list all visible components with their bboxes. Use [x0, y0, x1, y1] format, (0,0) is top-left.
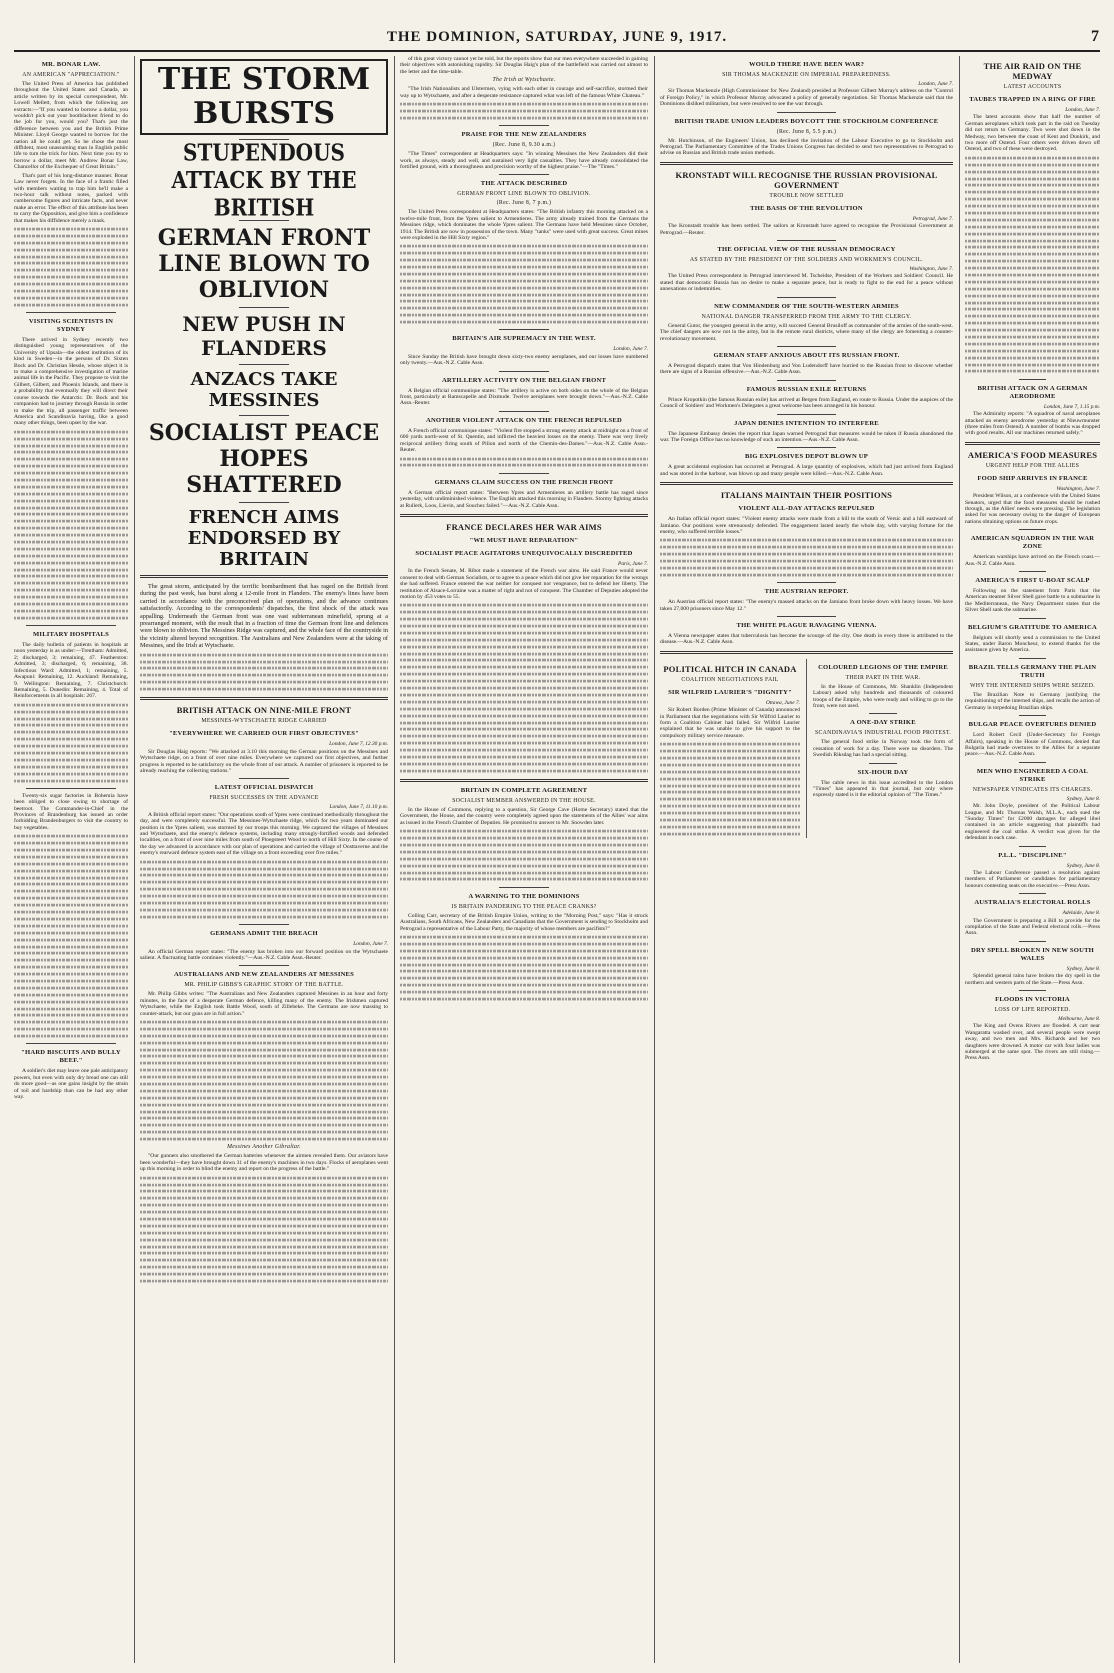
article-continuation [400, 828, 648, 883]
headline: BIG EXPLOSIVES DEPOT BLOWN UP [745, 453, 868, 461]
subheadline: AN AMERICAN "APPRECIATION." [22, 72, 120, 78]
article-text: Sir Douglas Haig reports: "We attacked at 3.10 this morning the German positions on the Messines and Wytschaete ridge, on a front of over nine miles. Everywhere we captured our first objectives, and further progress is reported to be satisfactory on the whole front of our attack. A number of prisoners is reported to be already reaching the collecting stations." [140, 748, 388, 775]
dateline: Melbourne, June 8. [1058, 1016, 1100, 1023]
headline-deck: SOCIALIST PEACE HOPES SHATTERED [148, 420, 380, 498]
article-continuation [400, 243, 648, 325]
article-text: In the French Senate, M. Ribot made a statement of the French war aims. He said France would never consent to deal with German Socialists, or to agree to a peace which did not give her reparation for the wrongs she had suffered. France entered the war neither for conquest nor vengeance, but to defend her liberty. The restitution of Alsace-Lorraine was a matter of right and not of conquest. The Chamber of Deputies adopted the motion by 453 votes to 55. [400, 568, 648, 600]
article-text: In the House of Commons, replying to a question, Sir George Cave (Home Secretary) stated that the Government, the House, and the country were completely agreed upon the statements of the Allies' war aims as issued in the French Chamber of Deputies. He promised to answer to Mr. Snowden later. [400, 807, 648, 826]
article-continuation [400, 456, 648, 469]
dateline: Washington, June 7. [909, 266, 953, 273]
headline: JAPAN DENIES INTENTION TO INTERFERE [734, 419, 879, 427]
divider [1019, 379, 1046, 380]
subheadline: SCANDINAVIA'S INDUSTRIAL FOOD PROTEST. [814, 730, 951, 737]
double-rule [660, 651, 953, 654]
double-rule [400, 779, 648, 782]
article-text: Mr. Hutchinson, of the Engineers' Union, has declined the invitation of the Labour Executive to go to Stockholm and Petrograd. The Parliamentary Committee of the Trades Unions Congress has decided to send two representatives to Petrograd to advise on Russian and British trade union methods. [660, 137, 953, 157]
subheadline: LATEST ACCOUNTS [1003, 84, 1062, 90]
dateline: Adelaide, June 8. [1062, 910, 1100, 917]
divider [499, 329, 549, 330]
subheadline: TAUBES TRAPPED IN A RING OF FIRE [969, 96, 1096, 103]
article-continuation [140, 652, 388, 693]
double-rule [140, 575, 388, 578]
divider [777, 380, 836, 381]
article-continuation [14, 833, 128, 1039]
main-headline: THE STORM BURSTS [140, 59, 388, 135]
subheadline: FRESH SUCCESSES IN THE ADVANCE [209, 795, 319, 802]
subheadline: AS STATED BY THE PRESIDENT OF THE SOLDIERS AND WORKMEN'S COUNCIL. [689, 257, 924, 264]
article-text: The daily bulletin of patients in hospitals at noon yesterday is as under:—Trentham: Admitted, 2; discharged, 3; remaining, 47. Featherston: Admitted, 3; discharged, 6; remaining, 38. Infectious Ward: Admitted, 1; remaining, 5. Awapuni: Remaining, 12. Auckland: Remaining, 9. Wellington: Remaining, 7. Christchurch: Remaining, 5. Dunedin: Remaining, 4. Total of Reinforcements in all hospitals: 267. [14, 642, 128, 700]
article-text: Sir Thomas Mackenzie (High Commissioner for New Zealand) presided at Professor Gilbert Murray's address on the "Control of Foreign Policy," in which Professor Murray advocated a policy of generally negotiation. Sir Thomas Mackenzie said that the Dominions disliked militarism, but were resolved to see the war through. [660, 88, 953, 108]
split-section [660, 659, 953, 838]
article-continuation [965, 155, 1100, 375]
article-continuation [14, 429, 128, 621]
column-rule [394, 56, 395, 1663]
headline: THE OFFICIAL VIEW OF THE RUSSIAN DEMOCRACY [717, 246, 896, 254]
headline: FLOODS IN VICTORIA [995, 996, 1070, 1004]
dateline: London, June 7. [918, 81, 953, 87]
article-text: An Austrian official report states: "The enemy's massed attacks on the Jamiano front broke down with heavy losses. We have taken 27,000 prisoners since May 12." [660, 599, 953, 612]
subheadline: SIR THOMAS MACKENZIE ON IMPERIAL PREPAREDNESS. [722, 72, 891, 78]
article-continuation [14, 702, 128, 784]
divider [777, 414, 836, 415]
article-text: A French official communique states: "Violent fire stopped a strong enemy attack at midnight on a front of 600 yards north-west of St. Quentin, and inflicted the heaviest losses on the enemy. There was very lively reciprocal artillery firing south of Pilion and north of the Chemin-des-Dames."—Aus.-N.Z. Cable Assn.-Reuter. [400, 427, 648, 454]
subheading: Messines Another Gibraltar. [227, 1144, 301, 1151]
double-rule [660, 482, 953, 485]
article-text: "The Times" correspondent at Headquarters says: "In winning Messines the New Zealanders did their work, as always, steady and well, and sustained very light casualties. They have already consolidated the fortified ground, with a thoroughness and precision worthy of the highest praise."—The "Times." [400, 151, 648, 170]
page-number: 7 [1091, 28, 1100, 45]
article-text: Since Sunday the British have brought down sixty-two enemy aeroplanes, and our losses have numbered only twenty.—Aus.-N.Z. Cable Assn. [400, 353, 648, 367]
divider [1019, 846, 1046, 847]
article-continuation [140, 859, 388, 920]
article-text: A British official report states: "Our operations south of Ypres were continued methodically throughout the day, and were completely successful. The Messines-Wytschaete ridge, which for two years dominated our position in the Ypres salient, was stormed by our troops this morning. We captured the villages of Messines and Wytschaete, and the enemy's defence systems, including many strongly-fortified woods and defended localities, on a front of over nine miles from south of Ploegsteert Wood to north of Hill Sixty. In the course of the day we advanced in accordance with our plan of operations and carried the village of Oosttaverne and the enemy's rearward defence system east of the village on a front exceeding over five miles." [140, 811, 388, 857]
article-text: The United Press correspondent in Petrograd interviewed M. Tscheidse, President of the Workers and Soldiers' Council. He stated that democratic Russia has no desire to make a separate peace, but is ready to fight to the end for a peace without annexations or indemnities. [660, 273, 953, 293]
article-text: The general food strike in Norway took the form of cessation of work for a day. There were no disorders. The Swedish Riksdag has had a special sitting. [813, 739, 953, 759]
article-text: The latest accounts show that half the number of German aeroplanes which took part in the raid on Tuesday did not return to Germany. Two were shot down in the Medway, two between the coast of Kent and Dunkirk, and two more off Ostend. Four others were driven down off Ostend, and two of these were destroyed. [965, 114, 1100, 153]
headline: GERMAN STAFF ANXIOUS ABOUT ITS RUSSIAN FRONT. [713, 351, 900, 359]
headline: MR. BONAR LAW. [41, 61, 101, 68]
headline: GERMANS ADMIT THE BREACH [210, 930, 318, 938]
headline: PRAISE FOR THE NEW ZEALANDERS [461, 131, 587, 139]
column-3 [400, 56, 648, 1663]
column-2 [140, 56, 388, 1663]
article-text: Mr. John Doyle, president of the Political Labour League, and Mr. Thomas Walsh, M.L.A., each sued the "Sunday Times" for £2000 damages for alleged libel contained in an article suggesting that plaintiffs had engineered the coal strike. A verdict was given for the defendant in each case. [965, 803, 1100, 842]
divider [1019, 529, 1046, 530]
divider [1019, 715, 1046, 716]
headline: THE AUSTRIAN REPORT. [764, 588, 849, 596]
subheadline: URGENT HELP FOR THE ALLIES [985, 462, 1080, 469]
headline-quote: "WE MUST HAVE REPARATION" [469, 536, 579, 544]
article-continuation [400, 602, 648, 774]
headline-quote: "EVERYWHERE WE CARRIED OUR FIRST OBJECTIVES" [169, 730, 359, 738]
subheadline: WHY THE INTERNED SHIPS WERE SEIZED. [969, 682, 1096, 689]
article-text: President Wilson, at a conference with the United States Senators, urged that the food measures should be rushed through, as the Allies' needs were pressing. The legislation asked for was necessary owing to the danger of European nations obtaining options on future crops. [965, 493, 1100, 525]
subheadline: VIOLENT ALL-DAY ATTACKS REPULSED [738, 505, 875, 513]
article-text: The King and Ovens Rivers are flooded. A cart near Wangaratta washed over, and several people were swept away, and two men and Mrs. Richards and her two daughters were drowned. A motor car with four ladies was submerged at the same spot. The rivers are still rising.—Press Assn. [965, 1023, 1100, 1062]
headline: LATEST OFFICIAL DISPATCH [214, 784, 314, 792]
dateline: Sydney, June 8. [1066, 795, 1100, 802]
headline: WOULD THERE HAVE BEEN WAR? [748, 61, 865, 68]
divider [239, 415, 289, 416]
headline: POLITICAL HITCH IN CANADA [663, 663, 797, 674]
article-text: The Brazilian Note to Germany justifying the requisitioning of the interned ships, and recalls the action of Germany in torpedoing Brazilian ships. [965, 691, 1100, 711]
divider [777, 240, 836, 241]
subheadline: GERMAN FRONT LINE BLOWN TO OBLIVION. [457, 191, 591, 198]
article-text: "The Irish Nationalists and Ulstermen, vying with each other in courage and self-sacrifice, stormed their way up to Wytschaete, and after a desperate resistance captured what was left of the famous White Chateau." [400, 86, 648, 99]
divider [26, 625, 116, 626]
article-text: The United Press correspondent at Headquarters states: "The British infantry this morning attacked on a twelve-mile front, from the Ypres salient to Armentieres. The army already trained from the Germans the Messines ridge, which dominates the whole Ypres salient. The Germans have held Messines since October, 1914. The British are now in possession of the town. Many "tanks" were used with great success. Great mines were exploded in the Hill Sixty region." [400, 209, 648, 241]
divider [499, 174, 549, 175]
article-text: Twenty-six sugar factories in Bohemia have been obliged to close owing to shortage of beetroot. The Commander-in-Chief in the Provinces of Brandenburg has issued an order forbidding Brandenburgers to visit the country to buy vegetables. [14, 792, 128, 831]
headline: BRITAIN'S AIR SUPREMACY IN THE WEST. [452, 335, 596, 343]
article-text: The United Press of America has published throughout the United States and Canada, an article written by its special correspondent, Mr. Lowell Mellett, from which the following are extracts:—"If you wanted to borrow a dollar, you wouldn't pick out your bootblackest friend to do the job for you, would you? That's just the difference between you and the British Prime Minister. Lloyd George wanted to borrow for the nation all he could get. So he chose the most diffident, most unassuming man in English public life to turn the trick for him. Next time you try to borrow a dollar, meet Mr. Andrew Bonar Law, Chancellor of the Exchequer of Great Britain." [14, 81, 128, 171]
article-text: The Government is preparing a Bill to provide for the compilation of the State and Federal electoral rolls.—Press Assn. [965, 917, 1100, 937]
article-continuation [14, 226, 128, 308]
headline: P.L.L. "DISCIPLINE" [998, 851, 1067, 859]
divider [239, 364, 289, 365]
subheadline: MESSINES-WYTSCHAETE RIDGE CARRIED [201, 718, 327, 725]
article-text: There arrived in Sydney recently two distinguished young representatives of the University of Upsala—the oldest institution of its kind in Sweden—in the persons of Dr. Sixten Bock and Dr. Christian Hessle, whose object it is to make a comprehensive investigation of marine animal life in the Pacific. They propose to visit the Gilbert, Gilbert, and Phoenix Islands, and there is a probability that eventually they will direct their course towards the Antarctic. Dr. Bock and his companion had to journey through Russia in order to make the trip, all passenger traffic between America and Scandinavia having, like a good many other things, been upset by the war. [14, 337, 128, 427]
dateline: London, June 7. [613, 346, 648, 353]
divider [239, 502, 289, 503]
headline: BELGIUM'S GRATITUDE TO AMERICA [968, 623, 1097, 631]
article-text: In the House of Commons, Mr. Shanklin (Independent Labour) asked why hundreds and thousands of coloured troops of the Empire, who were ready and willing to go to the front, were not used. [813, 683, 953, 709]
headline: AMERICAN SQUADRON IN THE WAR ZONE [970, 535, 1095, 551]
headline-deck: STUPENDOUS ATTACK BY THE BRITISH [171, 138, 357, 222]
subheadline: FOOD SHIP ARRIVES IN FRANCE [977, 474, 1088, 482]
canada-article [660, 659, 800, 838]
headline: THE ATTACK DESCRIBED [480, 180, 568, 188]
divider [26, 312, 116, 313]
subheadline: SIR WILFRID LAURIER'S "DIGNITY" [668, 688, 792, 696]
divider [499, 125, 549, 126]
article-text: Colling Carr, secretary of the British Empire Union, writing to the "Morning Post," says: "Has it struck Australians, South Africans, New Zealanders and Canadians that the Government is sending to Stockholm and Petrograd a representative of the Labour Party, the majority of whose members are pacifists?" [400, 912, 648, 932]
divider [239, 778, 289, 779]
headline: THE AIR RAID ON THE MEDWAY [983, 61, 1082, 81]
double-rule [400, 514, 648, 517]
double-rule [965, 442, 1100, 445]
article-text: A German official report states: "Between Ypres and Armentieres an artillery battle has raged since yesterday, with undiminished violence. The English attacked this morning in Flanders. Stormy fighting attacks at Rullerk, Loos, Lievin, and Souchez failed."—Aus.-N.Z. Cable Assn. [400, 489, 648, 509]
column-rule [134, 56, 135, 1663]
divider [869, 713, 897, 714]
double-rule [140, 697, 388, 700]
article-text: Splendid general rains have broken the dry spell in the northern and western parts of the State.—Press Assn. [965, 973, 1100, 986]
divider [239, 307, 289, 308]
article-text: That's part of his long-distance manner. Bonar Law never forgets. In the face of a frantic filled with members waiting to trap him he'll make a two-hour talk without notes, packed with cumbersome figures and intricate facts, and never make an error. The effect of this attribute has been to carry the Opposition, and give him a confidence that makes his diffidence merely a mask. [14, 172, 128, 224]
headline: MEN WHO ENGINEERED A COAL STRIKE [976, 767, 1089, 783]
divider [1019, 571, 1046, 572]
headline: A WARNING TO THE DOMINIONS [468, 892, 580, 900]
divider [26, 1043, 116, 1044]
article-text: The cable news in this issue accredited to the London "Times" has appeared in that journal, but only where expressly stated is it the editorial opinion of "The Times." [813, 779, 953, 799]
divider [1019, 762, 1046, 763]
divider [1019, 658, 1046, 659]
column-5 [965, 56, 1100, 1663]
dateline: London, June 7, 1.15 p.m. [1043, 403, 1100, 410]
headline: KRONSTADT WILL RECOGNISE THE RUSSIAN PROVISIONAL GOVERNMENT [675, 169, 938, 190]
dateline: Petrograd, June 7. [912, 215, 953, 222]
masthead-title: THE DOMINION, SATURDAY, JUNE 9, 1917. [386, 28, 728, 45]
divider [499, 411, 549, 412]
article-text: The Japanese Embassy denies the report that Japan warned Petrograd that measures would be taken if Russia abandoned the war. The Foreign Office has no knowledge of such an intention.—Aus.-N.Z. Cable Assn. [660, 430, 953, 443]
article-continuation [660, 537, 953, 578]
subheadline: NEWSPAPER VINDICATES ITS CHARGES. [972, 786, 1093, 793]
article-text: A soldier's diet may leave one pale anticipatory powers, but even with only dry bread one can still do more good—as one gains insight by the strain of toil and hardship than can be had any other way. [14, 1068, 128, 1100]
column-rule [959, 56, 960, 1663]
headline: BRITISH ATTACK ON A GERMAN AERODROME [977, 384, 1088, 400]
column-rule [806, 659, 807, 838]
article-continuation [660, 741, 800, 837]
column-rule [654, 56, 655, 1663]
divider [777, 616, 836, 617]
headline: ITALIANS MAINTAIN THEIR POSITIONS [720, 490, 893, 501]
subheadline: SOCIALIST MEMBER ANSWERED IN THE HOUSE. [452, 798, 596, 805]
lead-paragraph: The great storm, anticipated by the terrific bombardment that has raged on the British front during the past week, has burst along a 12-mile front in Flanders. The enemy's lines have been carried in accordance with the preconceived plan of operations, and the advance continues satisfactorily. According to the correspondents' dispatches, the first shock of the attack was appalling. Underneath the German front was one vast subterranean minefield, sprung at a prearranged moment, with the result that in a fraction of time the German front line and defences were blown to oblivion. The Messines Ridge was captured, and the whole face of the countryside in the vicinity altered beyond recognition. The Australians and New Zealanders were at the taking of Messines, and the Irish at Wytschaete. [140, 583, 388, 650]
article-text: Sir Robert Borden (Prime Minister of Canada) announced in Parliament that the negotiations with Sir Wilfrid Laurier to form a Coalition Cabinet had failed. Sir Wilfrid Laurier explained that he was unable to give his support to the compulsory military service measure. [660, 707, 800, 739]
article-text: Lord Robert Cecil (Under-Secretary for Foreign Affairs), speaking in the House of Commons, denied that Bulgaria had made overtures to the Allies for a separate peace.—Aus.-N.Z. Cable Assn. [965, 732, 1100, 758]
headline: BRAZIL TELLS GERMANY THE PLAIN TRUTH [968, 663, 1097, 679]
headline: NEW COMMANDER OF THE SOUTH-WESTERN ARMIES [714, 302, 899, 310]
headline: VISITING SCIENTISTS IN SYDNEY [28, 318, 114, 334]
headline: COLOURED LEGIONS OF THE EMPIRE [818, 663, 948, 671]
headline-deck: FRENCH AIMS ENDORSED BY BRITAIN [187, 507, 341, 570]
divider [777, 447, 836, 448]
subheadline: SOCIALIST PEACE AGITATORS UNEQUIVOCALLY DISCREDITED [415, 549, 633, 557]
divider [777, 112, 836, 113]
subheading: The Irish at Wytschaete. [492, 77, 556, 84]
article-text: Following on the statement from Paris that the American steamer Silver Shell gave battle to a submarine in the Mediterranean, the Navy Department states that the Silver Shell sank the submarine. [965, 588, 1100, 614]
article-text: An official German report states: "The enemy has broken into our forward position on the Wytschaete salient. A fluctuating battle continues violently."—Aus.-N.Z. Cable Assn.-Reuter. [140, 948, 388, 961]
headline: A ONE-DAY STRIKE [850, 719, 916, 727]
article-text: The Labour Conference passed a resolution against members of Parliament or candidates for parliamentary honours contesting seats on the executive.—Press Assn. [965, 869, 1100, 889]
dateline: (Rec. June 8, 5.5 p.m.) [776, 128, 837, 135]
empire-article [813, 659, 953, 838]
dateline: (Rec. June 8, 9.30 a.m.) [492, 142, 556, 149]
subheadline: LOSS OF LIFE REPORTED. [994, 1007, 1071, 1014]
divider [777, 582, 836, 583]
headline: ARTILLERY ACTIVITY ON THE BELGIAN FRONT [441, 376, 607, 384]
headline-deck: ANZACS TAKE MESSINES [190, 369, 338, 411]
headline: BRITAIN IN COMPLETE AGREEMENT [460, 787, 588, 795]
dateline: (Rec. June 8, 7 p.m.) [496, 200, 552, 207]
article-text: A great accidental explosion has occurred at Petrograd. A large quantity of explosives, which had just arrived from England and was stored in the harbour, was blown up and many people were killed.—Aus.-N.Z. Cable Assn. [660, 464, 953, 477]
headline: AMERICA'S FOOD MEASURES [967, 449, 1098, 460]
article-text: An Italian official report states: "Violent enemy attacks were made from a hill to the south of Versic and a hill eastward of Jamiano. Our positions were strenuously defended. The engagement lasted nearly the whole day, with varying fortune for the enemy, who suffered terrible losses." [660, 516, 953, 535]
column-1 [14, 56, 128, 1663]
headline-deck: NEW PUSH IN FLANDERS [182, 312, 346, 360]
article-continuation [400, 101, 648, 121]
divider [1019, 893, 1046, 894]
article-continuation [140, 1019, 388, 1142]
dateline: Ottawa, June 7. [765, 699, 800, 706]
divider [26, 788, 116, 789]
dateline: London, June 7. [1065, 107, 1100, 113]
article-text: General Gutor, the youngest general in the army, will succeed General Brusiloff as commander of the armies of the south-west. The chief dangers are now not in the army, but in the remote rural districts, where many of the clergy are fomenting a counter-revolutionary movement. [660, 322, 953, 342]
subheadline: TROUBLE NOW SETTLED [769, 192, 844, 199]
divider [499, 473, 549, 474]
headline: THE WHITE PLAGUE RAVAGING VIENNA. [736, 621, 877, 629]
dateline: Sydney, June 8. [1066, 862, 1100, 869]
headline: SIX-HOUR DAY [857, 768, 909, 776]
divider [499, 371, 549, 372]
headline: BRITISH ATTACK ON NINE-MILE FRONT [176, 705, 352, 716]
article-text: A Petrograd dispatch states that Von Hindenburg and Von Ludendorff have hurried to the Russian front to discover whether there are signs of a Russian offensive.—Aus.-N.Z. Cable Assn. [660, 362, 953, 376]
headline: AUSTRALIANS AND NEW ZEALANDERS AT MESSINES [173, 971, 355, 979]
divider [239, 965, 289, 966]
article-text: The Kronstadt trouble has been settled. The sailors at Kronstadt have agreed to recognise the Provisional Government at Petrograd.—Reuter. [660, 223, 953, 236]
subheadline: NATIONAL DANGER TRANSFERRED FROM THE ARMY TO THE CLERGY. [701, 313, 912, 320]
article-text: of this great victory cannot yet be told, but the reports show that our men everywhere succeeded in gaining their objectives with astonishing rapidity. Sir Douglas Haig's plan of the battlefield was carried out almost to the letter and the time-table. [400, 56, 648, 75]
headline: AUSTRALIA'S ELECTORAL ROLLS [974, 899, 1091, 907]
headline: GERMANS CLAIM SUCCESS ON THE FRENCH FRONT [434, 478, 614, 486]
headline-deck: GERMAN FRONT LINE BLOWN TO OBLIVION [157, 225, 371, 303]
headline: AMERICA'S FIRST U-BOAT SCALP [975, 577, 1090, 585]
article-text: American warships have arrived on the French coast.—Aus.-N.Z. Cable Assn. [965, 554, 1100, 567]
columns [14, 56, 1100, 1663]
article-text: A Belgian official communique states: "The artillery is active on both sides on the whole of the Belgian front, particularly at Ramscapelle and Dixmude. Twelve aeroplanes were brought down."—Aus.-N.Z. Cable Assn.-Reuter. [400, 387, 648, 407]
subheadline: IS BRITAIN PANDERING TO THE PEACE CRANKS? [451, 903, 597, 910]
headline: "HARD BISCUITS AND BULLY BEEF." [21, 1049, 121, 1065]
article-continuation [140, 1175, 388, 1285]
divider [1019, 990, 1046, 991]
article-text: Belgium will shortly send a commission to the United States, under Baron Moncheur, to extend thanks for the assistance given by America. [965, 634, 1100, 654]
headline: FRANCE DECLARES HER WAR AIMS [446, 521, 602, 532]
dateline: London, June 7. [353, 941, 388, 948]
divider [869, 763, 897, 764]
divider [777, 346, 836, 347]
divider [499, 887, 549, 888]
dateline: Sydney, June 8. [1066, 965, 1100, 972]
headline: MILITARY HOSPITALS [33, 631, 109, 639]
subheadline: COALITION NEGOTIATIONS FAIL [681, 676, 779, 683]
headline: ANOTHER VIOLENT ATTACK ON THE FRENCH REPULSED [426, 416, 622, 424]
headline: BRITISH TRADE UNION LEADERS BOYCOTT THE STOCKHOLM CONFERENCE [674, 117, 939, 125]
divider [1019, 618, 1046, 619]
dateline: Washington, June 7. [1056, 485, 1100, 492]
subheadline: THEIR PART IN THE WAR. [845, 674, 921, 681]
subheadline: MR. PHILIP GIBBS'S GRAPHIC STORY OF THE BATTLE. [184, 982, 344, 989]
article-text: Prince Kropotkin (the famous Russian exile) has arrived at Bergen from England, en route to Russia. Under the auspices of the Council of Soldiers' and Workmen's Delegates a great welcome has been arranged in his honour. [660, 396, 953, 410]
article-text: A Vienna newspaper states that tuberculosis has become the scourge of the city. One death in every three is attributed to the disease.—Aus.-N.Z. Cable Assn. [660, 632, 953, 646]
article-text: "Our gunners also smothered the German batteries whenever the airmen revealed them. Our aviators have been wonderful—they have brought down 31 of the enemy's machines in two days. Flocks of aeroplanes went up this morning in order to blind the enemy and report on the progress of the battle." [140, 1153, 388, 1173]
headline: DRY SPELL BROKEN IN NEW SOUTH WALES [971, 946, 1094, 962]
double-rule [660, 162, 953, 165]
headline: BULGAR PEACE OVERTURES DENIED [968, 721, 1097, 729]
subheadline: THE BASIS OF THE REVOLUTION [750, 204, 863, 212]
article-text: The Admiralty reports: "A squadron of naval aeroplanes attacked an enemy aerodrome yesterday at Nieuwmunster (three miles from Ostend). A number of bombs was dropped with good results. All our machines returned safely." [965, 411, 1100, 437]
masthead [14, 24, 1100, 52]
divider [239, 924, 289, 925]
column-4 [660, 56, 953, 1663]
dateline: London, June 7, 12.30 p.m. [329, 741, 388, 748]
dateline: Paris, June 7. [618, 560, 648, 567]
divider [1019, 941, 1046, 942]
article-text: Mr. Philip Gibbs writes: "The Australians and New Zealanders captured Messines in an hour and forty minutes, in the face of a desperate German defence, killing many of the enemy. The Irishmen captured Wytschaete, while the English took Battle Wood, south of Zillebeke. The Germans are now massing to counter-attack, but our guns are in full action." [140, 991, 388, 1017]
dateline: London, June 7, 11.10 p.m. [329, 804, 388, 811]
divider [777, 297, 836, 298]
article-continuation [400, 934, 648, 1002]
headline: FAMOUS RUSSIAN EXILE RETURNS [746, 385, 867, 393]
